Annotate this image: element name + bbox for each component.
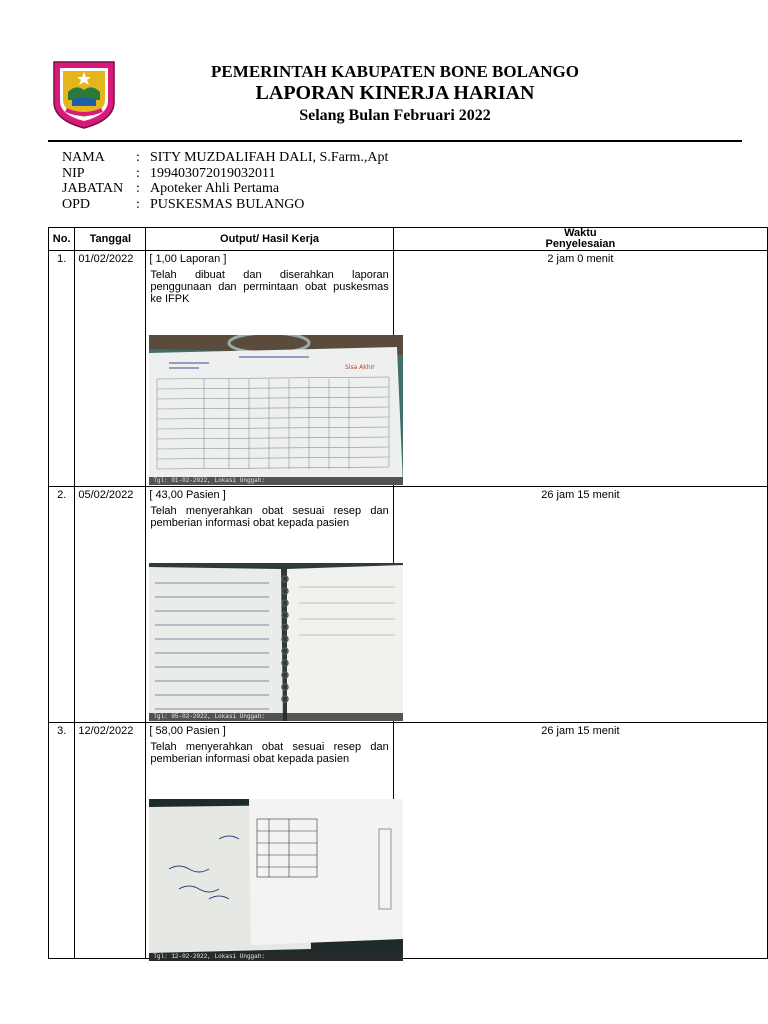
evidence-photo	[149, 563, 403, 721]
row-output	[146, 251, 393, 487]
identity-value: Apoteker Ahli Pertama	[150, 181, 280, 196]
identity-separator: :	[136, 196, 140, 212]
column-header-duration	[393, 228, 767, 251]
identity-separator: :	[136, 181, 140, 196]
identity-label: NIP	[62, 165, 85, 181]
header-divider	[48, 140, 742, 142]
photo-timestamp: Tgl: 05-02-2022, Lokasi Unggah:	[153, 713, 265, 720]
output-description: Telah dibuat dan diserahkan laporan penggunaan dan permintaan obat puskesmas ke IFPK	[150, 269, 389, 305]
svg-text:Sisa Akhir: Sisa Akhir	[345, 364, 376, 371]
duration-header-line2: Penyelesaian	[545, 238, 616, 250]
output-description: Telah menyerahkan obat sesuai resep dan pemberian informasi obat kepada pasien	[150, 505, 389, 529]
column-header-no: No.	[49, 228, 75, 251]
table-header-row	[49, 228, 768, 251]
evidence-photo	[149, 799, 403, 961]
identity-label: OPD	[62, 196, 91, 212]
row-date: 01/02/2022	[75, 251, 146, 487]
table-row	[49, 723, 768, 959]
row-duration: 26 jam 15 menit	[393, 723, 767, 959]
row-output	[146, 487, 393, 723]
output-quantity: [ 1,00 Laporan ]	[149, 253, 227, 265]
identity-label: NAMA	[62, 150, 105, 165]
row-duration: 26 jam 15 menit	[393, 487, 767, 723]
row-number: 3.	[49, 723, 75, 959]
employee-identity	[62, 150, 388, 212]
evidence-photo	[149, 335, 403, 485]
output-description: Telah menyerahkan obat sesuai resep dan pemberian informasi obat kepada pasien	[150, 741, 389, 765]
row-number: 2.	[49, 487, 75, 723]
report-title: LAPORAN KINERJA HARIAN	[255, 82, 535, 104]
row-date: 12/02/2022	[75, 723, 146, 959]
row-output	[146, 723, 393, 959]
row-date: 05/02/2022	[75, 487, 146, 723]
table-row	[49, 251, 768, 487]
notebook-photo-icon	[149, 563, 403, 721]
table-row	[49, 487, 768, 723]
report-form-photo-icon	[149, 335, 403, 485]
duration-header-line1: Waktu	[564, 227, 597, 239]
identity-row-opd	[62, 197, 388, 213]
identity-separator: :	[136, 165, 140, 181]
column-header-output: Output/ Hasil Kerja	[146, 228, 393, 251]
identity-value: 199403072019032011	[150, 165, 276, 181]
bone-bolango-emblem-icon	[48, 58, 120, 130]
row-duration: 2 jam 0 menit	[393, 251, 767, 487]
work-report-table	[48, 227, 768, 959]
identity-separator: :	[136, 150, 140, 165]
government-title: PEMERINTAH KABUPATEN BONE BOLANGO	[211, 62, 579, 81]
identity-value: PUSKESMAS BULANGO	[150, 196, 305, 212]
photo-timestamp: Tgl: 12-02-2022, Lokasi Unggah:	[153, 953, 265, 960]
identity-value: SITY MUZDALIFAH DALI, S.Farm.,Apt	[150, 150, 389, 165]
column-header-date: Tanggal	[75, 228, 146, 251]
regency-logo	[48, 58, 120, 130]
identity-row-position	[62, 181, 388, 197]
identity-label: JABATAN	[62, 181, 124, 196]
identity-row-nip	[62, 166, 388, 182]
row-number: 1.	[49, 251, 75, 487]
prescription-photo-icon	[149, 799, 403, 961]
photo-timestamp: Tgl: 01-02-2022, Lokasi Unggah:	[153, 477, 265, 484]
output-quantity: [ 58,00 Pasien ]	[149, 725, 226, 737]
identity-row-name	[62, 150, 388, 166]
output-quantity: [ 43,00 Pasien ]	[149, 489, 226, 501]
report-period: Selang Bulan Februari 2022	[299, 107, 491, 124]
